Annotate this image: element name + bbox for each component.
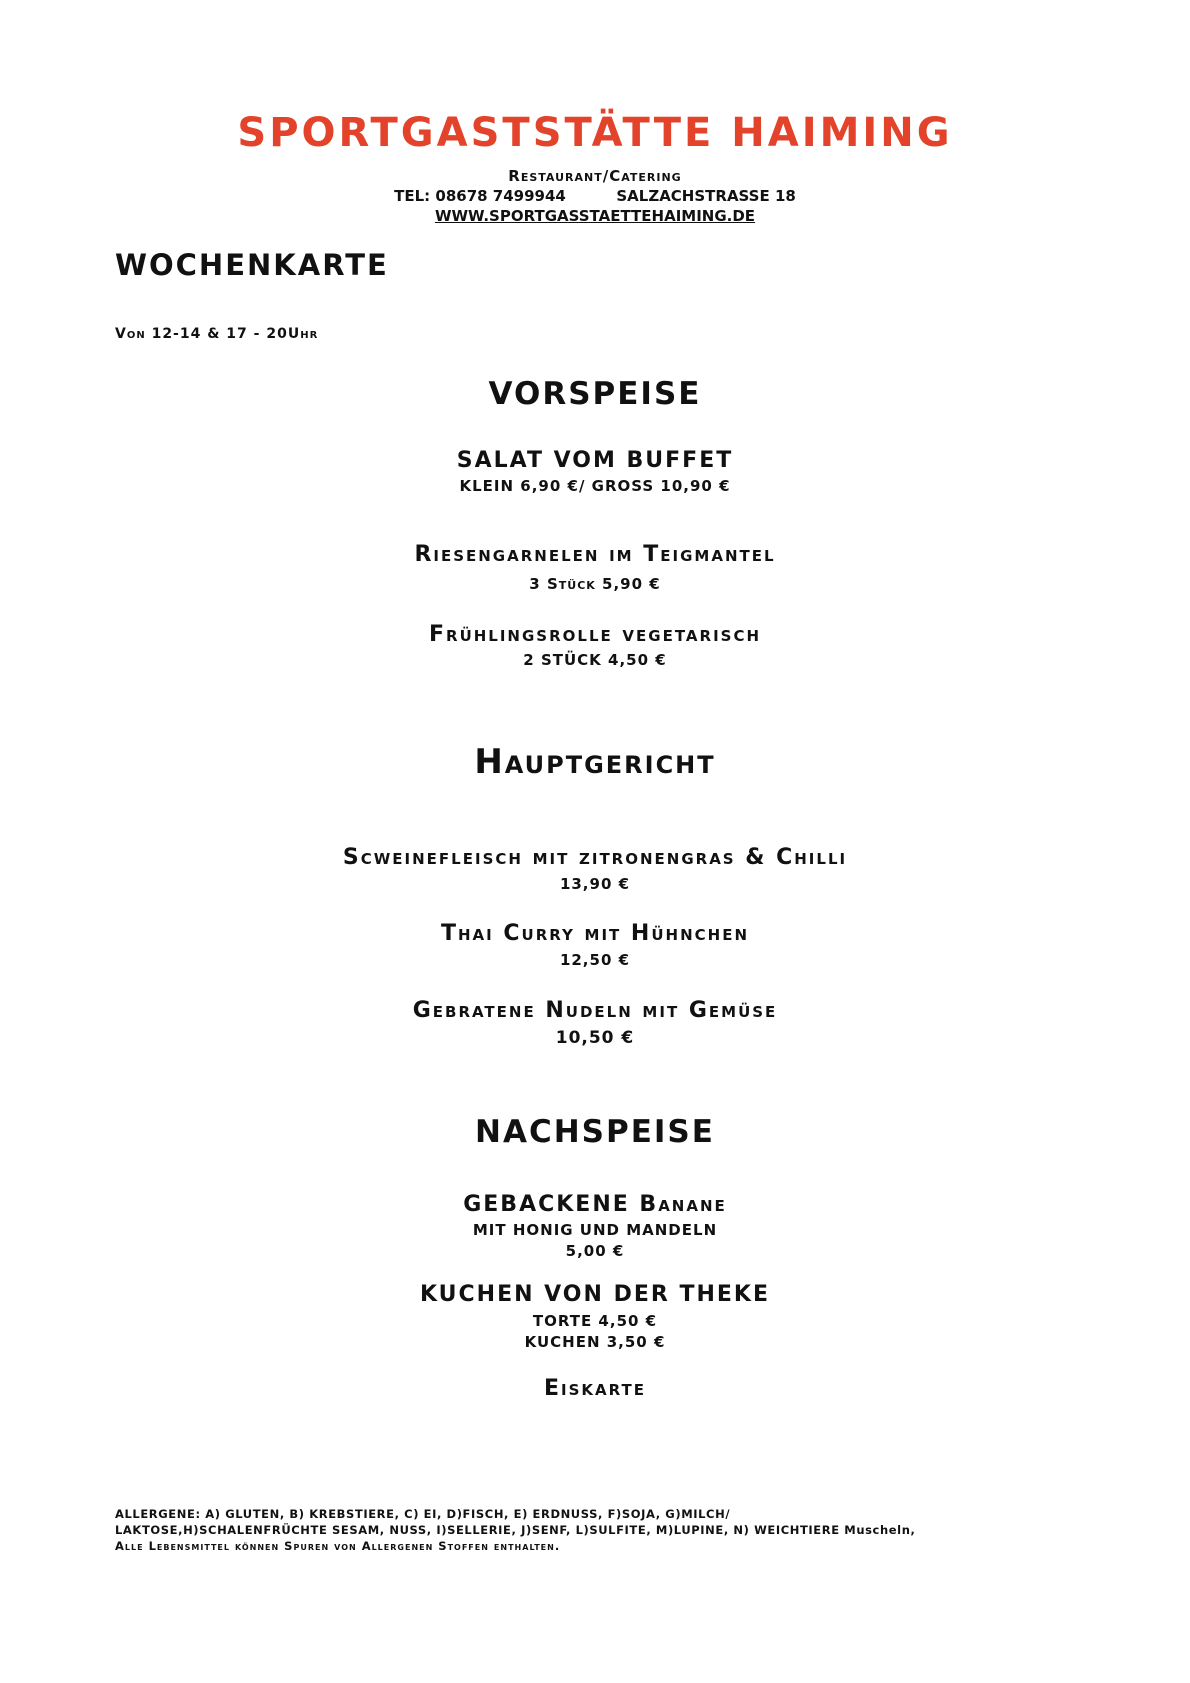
dish-price: 12,50 € (559, 951, 631, 969)
dish-name: Frühlingsrolle vegetarisch (428, 622, 762, 647)
dish-name: KUCHEN VON DER THEKE (419, 1282, 770, 1307)
section-title-main: Hauptgericht (474, 742, 716, 782)
dish-name: SALAT VOM BUFFET (456, 448, 734, 473)
dish-name: GEBACKENE Banane (463, 1192, 727, 1217)
dish-price: KLEIN 6,90 €/ GROSS 10,90 € (459, 477, 731, 495)
menu-title: WOCHENKARTE (115, 248, 389, 282)
allergen-line: LAKTOSE,H)SCHALENFRÜCHTE SESAM, NUSS, I)SELLERIE, J)SENF, L)SULFITE, M)LUPINE, N) WEICHTIERE Muscheln, (115, 1523, 916, 1537)
dish-name: Gebratene Nudeln mit Gemüse (412, 998, 778, 1023)
dish-name: Thai Curry mit Hühnchen (441, 921, 749, 946)
dish-price: KUCHEN 3,50 € (524, 1333, 666, 1351)
dish-price: 10,50 € (555, 1028, 635, 1048)
dish-description: MIT HONIG UND MANDELN (472, 1221, 718, 1239)
section-title-starter: VORSPEISE (488, 376, 702, 412)
dish-name: Scweinefleisch mit zitronengras & Chilli (342, 845, 848, 870)
allergen-line: ALLERGENE: A) GLUTEN, B) KREBSTIERE, C) EI, D)FISCH, E) ERDNUSS, F)SOJA, G)MILCH/ (115, 1507, 731, 1521)
dish-price: 3 Stück 5,90 € (529, 575, 661, 593)
allergen-notice (115, 1506, 1095, 1554)
contact-line (0, 186, 1190, 206)
dish-price: 2 STÜCK 4,50 € (523, 651, 667, 669)
tagline: Restaurant/Catering (508, 167, 682, 185)
dish-price: TORTE 4,50 € (532, 1312, 658, 1330)
dish-name: Riesengarnelen im Teigmantel (414, 542, 776, 567)
website-link[interactable]: WWW.SPORTGASSTAETTEHAIMING.DE (434, 207, 756, 225)
dish-price: 13,90 € (559, 875, 631, 893)
phone-number: TEL: 08678 7499944 (394, 187, 566, 205)
website-line (0, 206, 1190, 226)
ice-cream-menu: Eiskarte (544, 1376, 646, 1401)
allergen-line: Alle Lebensmittel können Spuren von Allergenen Stoffen enthalten. (115, 1539, 561, 1553)
opening-hours: Von 12-14 & 17 - 20Uhr (115, 326, 319, 342)
restaurant-name: SPORTGASTSTÄTTE HAIMING (237, 110, 953, 156)
address: SALZACHSTRASSE 18 (616, 187, 796, 205)
dish-price: 5,00 € (565, 1242, 625, 1260)
section-title-dessert: NACHSPEISE (475, 1114, 715, 1150)
